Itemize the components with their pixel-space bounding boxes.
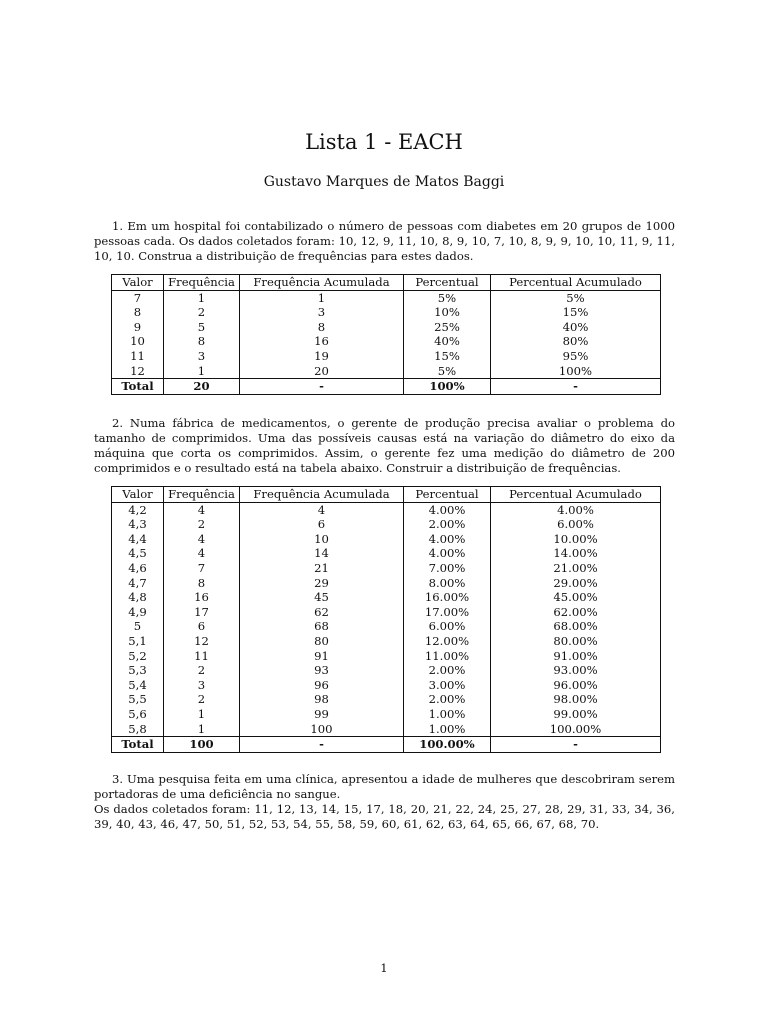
total-frequencia-acumulada: - [240,737,404,753]
table-total-row [112,379,661,395]
cell-percentual-acumulado: 95% [491,349,661,364]
cell-percentual: 12.00% [404,634,491,649]
cell-frequencia-acumulada: 96 [240,678,404,693]
table-row [112,634,661,649]
cell-percentual-acumulado: 96.00% [491,678,661,693]
table-row [112,334,661,349]
table-row [112,546,661,561]
cell-percentual-acumulado: 45.00% [491,590,661,605]
question-2-text [94,416,675,476]
total-percentual-acumulado: - [491,379,661,395]
cell-percentual-acumulado: 80% [491,334,661,349]
cell-frequencia: 12 [164,634,240,649]
cell-frequencia: 4 [164,532,240,547]
header-percentual-acumulado: Percentual Acumulado [491,275,661,291]
cell-percentual-acumulado: 62.00% [491,605,661,620]
table-row [112,532,661,547]
cell-frequencia-acumulada: 16 [240,334,404,349]
cell-valor: 5,1 [112,634,164,649]
cell-percentual: 4.00% [404,532,491,547]
cell-percentual: 15% [404,349,491,364]
cell-percentual: 2.00% [404,663,491,678]
cell-frequencia-acumulada: 62 [240,605,404,620]
table-row [112,561,661,576]
cell-percentual: 2.00% [404,517,491,532]
cell-valor: 5,6 [112,707,164,722]
cell-percentual: 4.00% [404,546,491,561]
cell-frequencia: 2 [164,517,240,532]
cell-percentual-acumulado: 100% [491,364,661,379]
cell-percentual: 7.00% [404,561,491,576]
question-3-text [94,772,675,832]
cell-frequencia-acumulada: 45 [240,590,404,605]
cell-percentual-acumulado: 40% [491,320,661,335]
cell-frequencia: 3 [164,349,240,364]
cell-percentual: 4.00% [404,502,491,517]
cell-percentual-acumulado: 98.00% [491,692,661,707]
table-row [112,349,661,364]
cell-valor: 10 [112,334,164,349]
cell-valor: 5,2 [112,649,164,664]
table-row [112,502,661,517]
cell-percentual-acumulado: 80.00% [491,634,661,649]
frequency-table-1 [111,274,661,395]
total-percentual: 100.00% [404,737,491,753]
table-row [112,649,661,664]
question-3-paragraph: 3. Uma pesquisa feita em uma clínica, apresentou a idade de mulheres que descobriram serem portadoras de uma deficiência no sangue. [94,772,675,801]
cell-valor: 4,7 [112,576,164,591]
cell-valor: 4,3 [112,517,164,532]
cell-frequencia-acumulada: 14 [240,546,404,561]
cell-frequencia-acumulada: 93 [240,663,404,678]
cell-frequencia: 8 [164,576,240,591]
table-body [112,502,661,737]
cell-frequencia-acumulada: 100 [240,722,404,737]
table-row [112,722,661,737]
cell-valor: 4,8 [112,590,164,605]
cell-frequencia-acumulada: 6 [240,517,404,532]
cell-percentual-acumulado: 6.00% [491,517,661,532]
cell-percentual: 10% [404,305,491,320]
cell-percentual-acumulado: 4.00% [491,502,661,517]
cell-frequencia: 1 [164,364,240,379]
cell-valor: 7 [112,290,164,305]
header-percentual: Percentual [404,275,491,291]
header-percentual: Percentual [404,487,491,503]
frequency-table-2 [111,486,661,753]
cell-valor: 11 [112,349,164,364]
question-3-data-line: Os dados coletados foram: 11, 12, 13, 14, 15, 17, 18, 20, 21, 22, 24, 25, 27, 28, 29, 31, 33, 34, 36, 39, 40, 43, 46, 47, 50, 51, 52, 53, 54, 55, 58, 59, 60, 61, 62, 63, 64, 65, 66, 67, 68, 70. [94,802,675,831]
cell-frequencia: 6 [164,619,240,634]
table-row [112,619,661,634]
cell-percentual: 25% [404,320,491,335]
table-row [112,692,661,707]
cell-frequencia-acumulada: 19 [240,349,404,364]
cell-percentual: 11.00% [404,649,491,664]
cell-frequencia-acumulada: 4 [240,502,404,517]
cell-frequencia: 2 [164,305,240,320]
cell-valor: 4,9 [112,605,164,620]
table-row [112,320,661,335]
table-row [112,305,661,320]
total-percentual: 100% [404,379,491,395]
question-1-paragraph: 1. Em um hospital foi contabilizado o número de pessoas com diabetes em 20 grupos de 1000 pessoas cada. Os dados coletados foram: 10, 12, 9, 11, 10, 8, 9, 10, 7, 10, 8, 9, 9, 10, 10, 11, 9, 11, 10, 10. Construa a distribuição de frequências para estes dados. [94,219,675,263]
cell-percentual: 17.00% [404,605,491,620]
cell-frequencia-acumulada: 98 [240,692,404,707]
cell-percentual: 5% [404,364,491,379]
total-frequencia: 100 [164,737,240,753]
cell-valor: 4,5 [112,546,164,561]
cell-percentual-acumulado: 29.00% [491,576,661,591]
table-row [112,678,661,693]
cell-frequencia: 2 [164,663,240,678]
cell-frequencia: 5 [164,320,240,335]
document-title: Lista 1 - EACH [305,130,463,154]
cell-valor: 4,4 [112,532,164,547]
header-frequencia: Frequência [164,487,240,503]
cell-percentual-acumulado: 14.00% [491,546,661,561]
cell-frequencia-acumulada: 8 [240,320,404,335]
cell-percentual: 40% [404,334,491,349]
cell-frequencia: 1 [164,722,240,737]
table-row [112,290,661,305]
table-row [112,517,661,532]
cell-percentual: 2.00% [404,692,491,707]
table-body [112,290,661,379]
cell-valor: 5,5 [112,692,164,707]
table-row [112,364,661,379]
cell-valor: 9 [112,320,164,335]
cell-frequencia: 2 [164,692,240,707]
table-header-row [112,275,661,291]
header-frequencia-acumulada: Frequência Acumulada [240,487,404,503]
cell-percentual: 16.00% [404,590,491,605]
table-row [112,590,661,605]
cell-frequencia: 11 [164,649,240,664]
cell-valor: 8 [112,305,164,320]
cell-frequencia-acumulada: 99 [240,707,404,722]
total-frequencia: 20 [164,379,240,395]
cell-percentual-acumulado: 15% [491,305,661,320]
cell-frequencia-acumulada: 3 [240,305,404,320]
cell-percentual: 8.00% [404,576,491,591]
cell-frequencia: 4 [164,502,240,517]
table-total-row [112,737,661,753]
cell-percentual-acumulado: 100.00% [491,722,661,737]
cell-percentual-acumulado: 21.00% [491,561,661,576]
header-frequencia: Frequência [164,275,240,291]
header-valor: Valor [112,487,164,503]
cell-percentual: 1.00% [404,722,491,737]
cell-frequencia-acumulada: 20 [240,364,404,379]
question-1-text [94,219,675,264]
cell-frequencia: 8 [164,334,240,349]
cell-valor: 4,2 [112,502,164,517]
cell-frequencia-acumulada: 21 [240,561,404,576]
cell-valor: 12 [112,364,164,379]
cell-percentual-acumulado: 91.00% [491,649,661,664]
header-valor: Valor [112,275,164,291]
document-author: Gustavo Marques de Matos Baggi [263,174,505,190]
cell-frequencia-acumulada: 91 [240,649,404,664]
cell-percentual-acumulado: 99.00% [491,707,661,722]
cell-frequencia: 7 [164,561,240,576]
question-2-paragraph: 2. Numa fábrica de medicamentos, o gerente de produção precisa avaliar o problema do tamanho de comprimidos. Uma das possíveis causas está na variação do diâmetro do eixo da máquina que corta os comprimidos. Assim, o gerente fez uma medição do diâmetro de 200 comprimidos e o resultado está na tabela abaixo. Construir a distribuição de frequências. [94,416,675,475]
cell-valor: 5,4 [112,678,164,693]
table-row [112,707,661,722]
cell-frequencia: 16 [164,590,240,605]
cell-percentual: 3.00% [404,678,491,693]
header-percentual-acumulado: Percentual Acumulado [491,487,661,503]
cell-frequencia-acumulada: 80 [240,634,404,649]
table-row [112,605,661,620]
cell-frequencia-acumulada: 1 [240,290,404,305]
cell-percentual-acumulado: 68.00% [491,619,661,634]
cell-valor: 5 [112,619,164,634]
total-label: Total [112,379,164,395]
table-header-row [112,487,661,503]
total-label: Total [112,737,164,753]
cell-frequencia-acumulada: 10 [240,532,404,547]
page-number: 1 [380,961,388,975]
total-frequencia-acumulada: - [240,379,404,395]
cell-valor: 5,3 [112,663,164,678]
cell-percentual-acumulado: 93.00% [491,663,661,678]
total-percentual-acumulado: - [491,737,661,753]
cell-frequencia-acumulada: 29 [240,576,404,591]
cell-frequencia: 3 [164,678,240,693]
cell-percentual-acumulado: 10.00% [491,532,661,547]
cell-frequencia: 4 [164,546,240,561]
cell-frequencia: 1 [164,707,240,722]
cell-percentual: 6.00% [404,619,491,634]
header-frequencia-acumulada: Frequência Acumulada [240,275,404,291]
table-row [112,576,661,591]
cell-valor: 4,6 [112,561,164,576]
cell-frequencia: 17 [164,605,240,620]
cell-frequencia: 1 [164,290,240,305]
cell-frequencia-acumulada: 68 [240,619,404,634]
cell-valor: 5,8 [112,722,164,737]
cell-percentual: 1.00% [404,707,491,722]
table-row [112,663,661,678]
cell-percentual: 5% [404,290,491,305]
cell-percentual-acumulado: 5% [491,290,661,305]
